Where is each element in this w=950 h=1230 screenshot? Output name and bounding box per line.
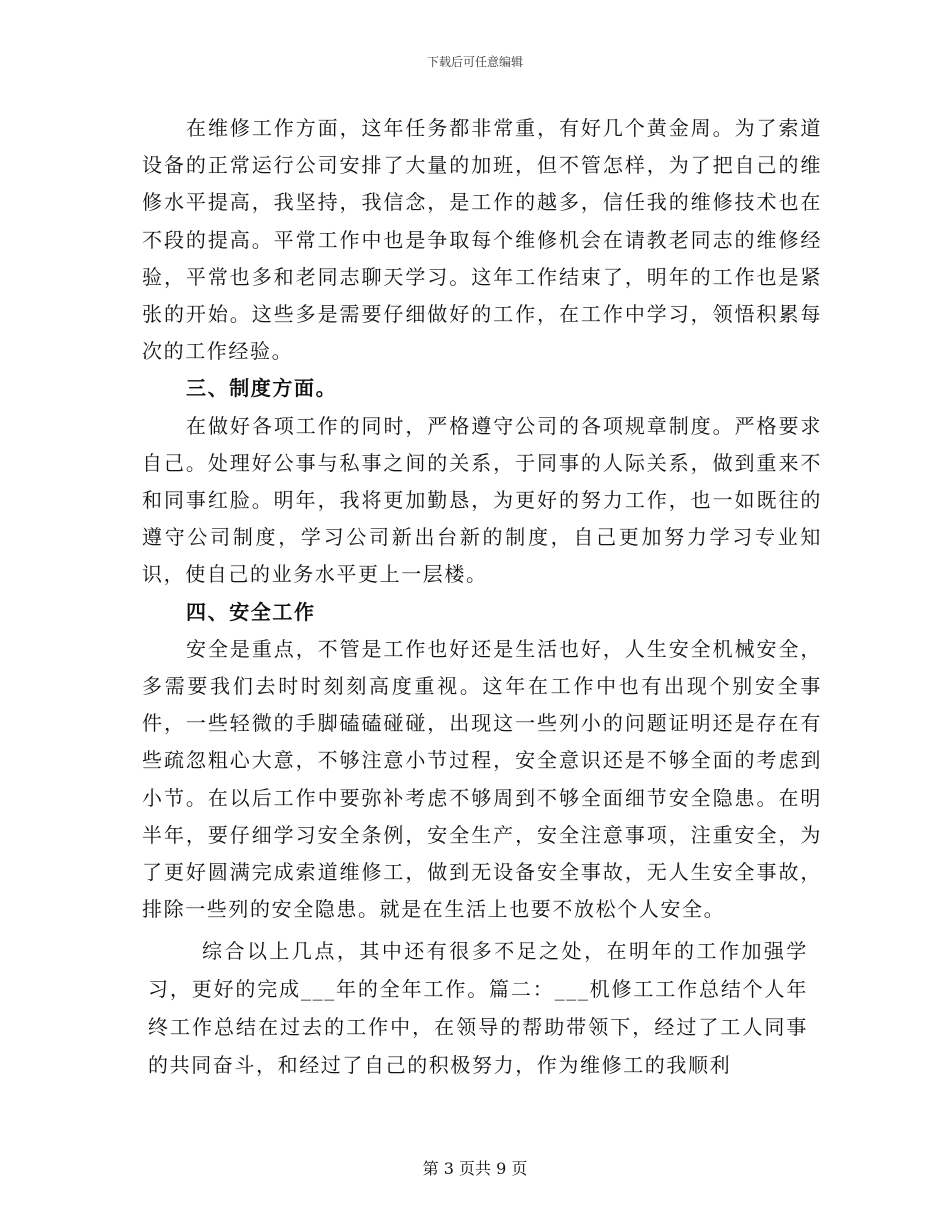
paragraph-maintenance: 在维修工作方面，这年任务都非常重，有好几个黄金周。为了索道设备的正常运行公司安排了大量的加班，但不管怎样，为了把自己的维修水平提高，我坚持，我信念，是工作的越多，信任我的维修技术也在不段的提高。平常工作中也是争取每个维修机会在请教老同志的维修经验，平常也多和老同志聊天学习。这年工作结束了，明年的工作也是紧张的开始。这些多是需要仔细做好的工作，在工作中学习，领悟积累每次的工作经验。 — [142, 116, 822, 364]
paragraph-safety: 安全是重点，不管是工作也好还是生活也好，人生安全机械安全，多需要我们去时时刻刻高度重视。这年在工作中也有出现个别安全事件，一些轻微的手脚磕磕碰碰，出现这一些列小的问题证明还是存在有些疏忽粗心大意，不够注意小节过程，安全意识还是不够全面的考虑到小节。在以后工作中要弥补考虑不够周到不够全面细节安全隐患。在明半年，要仔细学习安全条例，安全生产，安全注意事项，注重安全，为了更好圆满完成索道维修工，做到无设备安全事故，无人生安全事故，排除一些列的安全隐患。就是在生活上也要不放松个人安全。 — [142, 636, 822, 922]
document-tail — [148, 932, 808, 1084]
section-heading-system: 三、制度方面。 — [186, 376, 338, 401]
page-number-footer: 第 3 页共 9 页 — [422, 1159, 528, 1178]
paragraph-system: 在做好各项工作的同时，严格遵守公司的各项规章制度。严格要求自己。处理好公事与私事之间的关系，于同事的人际关系，做到重来不和同事红脸。明年，我将更加勤恳，为更好的努力工作，也一如既往的遵守公司制度，学习公司新出台新的制度，自己更加努力学习专业知识，使自己的业务水平更上一层楼。 — [142, 413, 822, 587]
document-body — [142, 110, 822, 928]
section-heading-safety: 四、安全工作 — [186, 599, 316, 624]
paragraph-summary: 综合以上几点，其中还有很多不足之处，在明年的工作加强学习，更好的完成___年的全年工作。篇二：___机修工工作总结个人年终工作总结在过去的工作中，在领导的帮助带领下，经过了工人同事的共同奋斗，和经过了自己的积极努力，作为维修工的我顺利 — [148, 939, 808, 1077]
page-header-note: 下载后可任意编辑 — [426, 55, 523, 69]
